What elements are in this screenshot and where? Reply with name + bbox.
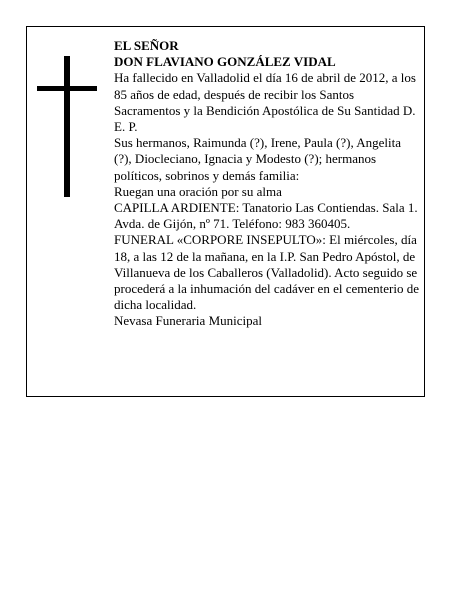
cross-horizontal-bar (37, 86, 97, 91)
death-announcement: Ha fallecido en Valladolid el día 16 de abril de 2012, a los 85 años de edad, después de recibir los Santos Sacramentos y la Bendición Apostólica de Su Santidad D. E. P. (114, 70, 416, 135)
family-members: Sus hermanos, Raimunda (?), Irene, Paula (?), Angelita (?), Diocleciano, Ignacia y Modesto (?); hermanos políticos, sobrinos y demás familia: (114, 135, 401, 183)
cross-icon (37, 56, 97, 197)
notice-title: EL SEÑOR (114, 38, 179, 53)
deceased-name: DON FLAVIANO GONZÁLEZ VIDAL (114, 54, 336, 70)
cross-vertical-bar (64, 56, 70, 197)
prayer-request: Ruegan una oración por su alma (114, 183, 282, 199)
obituary-text (114, 38, 419, 330)
funeral-details: FUNERAL «CORPORE INSEPULTO»: El miércoles, día 18, a las 12 de la mañana, en la I.P. San Pedro Apóstol, de Villanueva de los Caballeros (Valladolid). Acto seguido se procederá a la inhumación del cadáver en el cementerio de dicha localidad. (114, 232, 419, 313)
chapel-details: CAPILLA ARDIENTE: Tanatorio Las Contiendas. Sala 1. Avda. de Gijón, nº 71. Teléfono: 983 360405. (114, 200, 418, 232)
funeral-home: Nevasa Funeraria Municipal (114, 313, 263, 329)
